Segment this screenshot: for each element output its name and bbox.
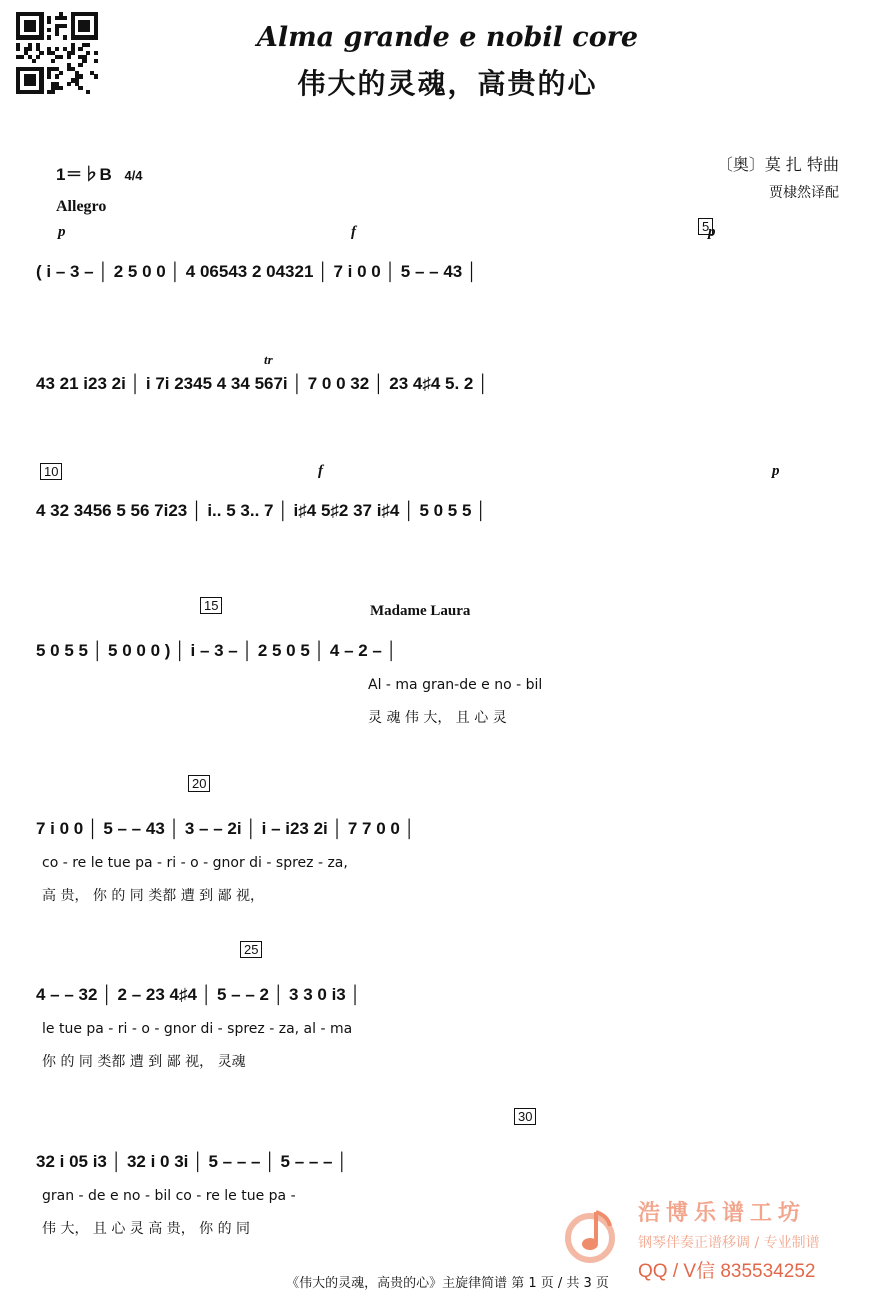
- notation-line: 32 i 05 i3 │ 32 i 0 3i │ 5 – – – │ 5 – – – │: [36, 1152, 348, 1171]
- measure-number: 5: [698, 218, 713, 235]
- key-signature: [56, 160, 143, 185]
- dynamic-mark: f: [318, 463, 323, 479]
- lyrics-chinese: 伟 大， 且 心 灵 高 贵， 你 的 同: [42, 1221, 251, 1237]
- measure-number: 20: [188, 775, 210, 792]
- lyrics-chinese: 高 贵， 你 的 同 类都 遭 到 鄙 视，: [42, 888, 265, 904]
- notation-line: 7 i 0 0 │ 5 – – 43 │ 3 – – 2i │ i – i23 2i │ 7 7 0 0 │: [36, 819, 416, 838]
- title-italian: Alma grande e nobil core: [256, 22, 639, 53]
- lyrics-chinese: 灵 魂 伟 大， 且 心 灵: [368, 710, 507, 726]
- measure-number: 25: [240, 941, 262, 958]
- tempo-marking: Allegro: [56, 198, 107, 215]
- lyrics-italian: le tue pa - ri - o - gnor di - sprez - za, al - ma: [42, 1021, 353, 1037]
- dynamic-mark: p: [58, 224, 66, 240]
- lyrics-italian: co - re le tue pa - ri - o - gnor di - sprez - za,: [42, 855, 348, 871]
- composer: 〔奥〕莫 扎 特曲: [716, 155, 839, 174]
- music-note-logo-icon: [560, 1202, 624, 1266]
- watermark-contact: QQ / V信 835534252: [638, 1261, 816, 1282]
- watermark-title: 浩博乐谱工坊: [638, 1201, 807, 1226]
- measure-number: 10: [40, 463, 62, 480]
- dynamic-mark: p: [772, 463, 780, 479]
- key-label: 1＝♭B: [56, 165, 112, 184]
- lyrics-italian: gran - de e no - bil co - re le tue pa -: [42, 1188, 296, 1204]
- time-signature: 4/4: [124, 168, 143, 183]
- notation-line: ( i – 3 – │ 2 5 0 0 │ 4 06543 2 04321 │ 7 i 0 0 │ 5 – – 43 │: [36, 262, 478, 281]
- dynamic-mark: f: [351, 224, 356, 240]
- title-chinese: 伟大的灵魂，高贵的心: [297, 67, 598, 100]
- notation-line: 4 32 3456 5 56 7i23 │ i.. 5 3.. 7 │ i♯4 5♯2 37 i♯4 │ 5 0 5 5 │: [36, 501, 487, 520]
- notation-line: 5 0 5 5 │ 5 0 0 0 ) │ i – 3 – │ 2 5 0 5 │ 4 – 2 – │: [36, 641, 398, 660]
- section-label: Madame Laura: [370, 603, 471, 619]
- lyrics-chinese: 你 的 同 类都 遭 到 鄙 视， 灵魂: [42, 1054, 246, 1070]
- lyrics-italian: Al - ma gran-de e no - bil: [368, 677, 543, 693]
- notation-line: 43 21 i23 2i │ i 7i 2345 4 34 567i │ 7 0 0 32 │ 23 4♯4 5. 2 │: [36, 374, 489, 393]
- arranger: 贾棣然译配: [769, 185, 839, 201]
- measure-number: 30: [514, 1108, 536, 1125]
- notation-line: 4 – – 32 │ 2 – 23 4♯4 │ 5 – – 2 │ 3 3 0 i3 │: [36, 985, 362, 1004]
- trill-mark: tr: [264, 352, 273, 367]
- page-footer: 《伟大的灵魂，高贵的心》主旋律简谱 第 1 页 / 共 3 页: [286, 1276, 609, 1291]
- watermark-subtitle: 钢琴伴奏正谱移调 / 专业制谱: [638, 1235, 820, 1251]
- dynamic-mark: p: [708, 224, 716, 240]
- measure-number: 15: [200, 597, 222, 614]
